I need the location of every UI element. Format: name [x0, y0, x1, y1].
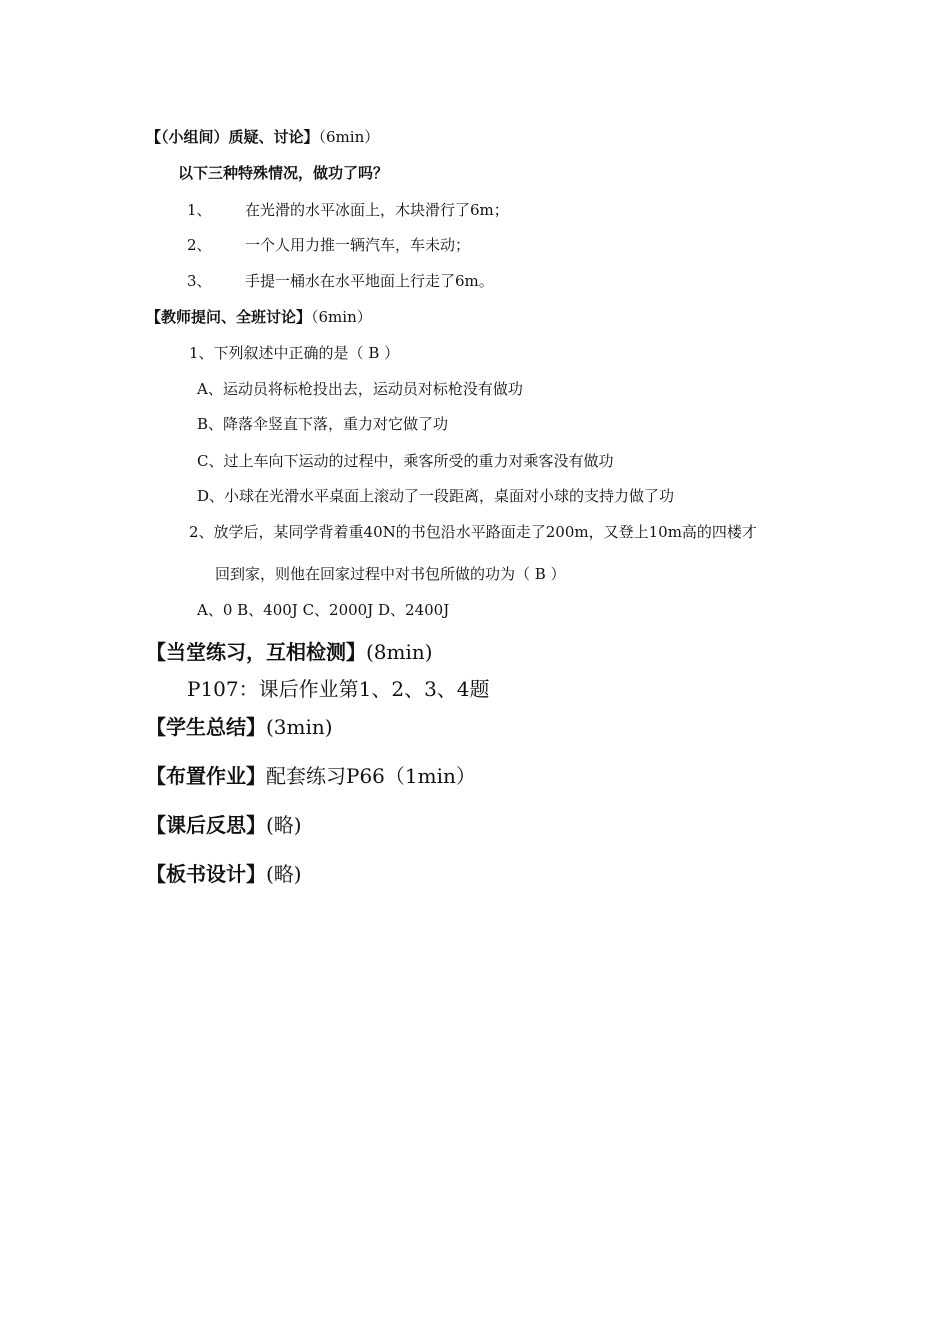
item-number: 1、 [187, 201, 212, 219]
item-number: 3、 [187, 272, 212, 290]
heading-text: 【课后反思】 [146, 813, 266, 837]
list-item [187, 200, 509, 220]
section-heading-teacher-questions [146, 307, 372, 327]
question-2-stem-line1: 2、放学后，某同学背着重40N的书包沿水平路面走了200m，又登上10m高的四楼才 [189, 523, 757, 541]
homework-content: 配套练习P66（1min） [266, 764, 476, 788]
list-item [187, 235, 470, 255]
item-text: 一个人用力推一辆汽车，车未动； [245, 236, 471, 254]
time-note: （6min） [318, 128, 380, 146]
section-heading-homework [146, 763, 476, 789]
question-2-stem-line2: 回到家，则他在回家过程中对书包所做的功为（ B ） [215, 565, 566, 583]
section-heading-reflection [146, 812, 302, 838]
item-number: 2、 [187, 236, 212, 254]
reflection-content: (略) [266, 813, 302, 837]
question-1-option-d: D、小球在光滑水平桌面上滚动了一段距离，桌面对小球的支持力做了功 [197, 487, 675, 505]
heading-text: 【学生总结】 [146, 715, 266, 739]
time-note: (3min) [266, 715, 333, 739]
heading-text: 【板书设计】 [146, 862, 266, 886]
item-text: 手提一桶水在水平地面上行走了6m。 [245, 272, 494, 290]
board-design-content: (略) [266, 862, 302, 886]
heading-text: 【当堂练习，互相检测】 [146, 640, 366, 664]
heading-text: 【（小组间）质疑、讨论】 [146, 128, 319, 146]
time-note: （6min） [311, 308, 372, 326]
question-1-option-c: C、过上车向下运动的过程中，乘客所受的重力对乘客没有做功 [197, 452, 614, 470]
item-text: 在光滑的水平冰面上，木块滑行了6m； [245, 201, 509, 219]
heading-text: 【教师提问、全班讨论】 [146, 308, 312, 326]
question-1-option-b: B、降落伞竖直下落，重力对它做了功 [197, 415, 449, 433]
question-1-stem: 1、下列叙述中正确的是（ B ） [189, 344, 400, 362]
section-heading-group-discussion [146, 127, 379, 147]
time-note: (8min) [366, 640, 433, 664]
question-2-options: A、0 B、400J C、2000J D、2400J [197, 601, 450, 619]
practice-content: P107：课后作业第1、2、3、4题 [187, 677, 490, 701]
section-heading-practice [146, 639, 433, 665]
section-heading-summary [146, 714, 333, 740]
discussion-question: 以下三种特殊情况，做功了吗？ [178, 164, 389, 182]
heading-text: 【布置作业】 [146, 764, 266, 788]
question-1-option-a: A、运动员将标枪投出去，运动员对标枪没有做功 [197, 380, 523, 398]
section-heading-board-design [146, 861, 302, 887]
list-item [187, 271, 494, 291]
